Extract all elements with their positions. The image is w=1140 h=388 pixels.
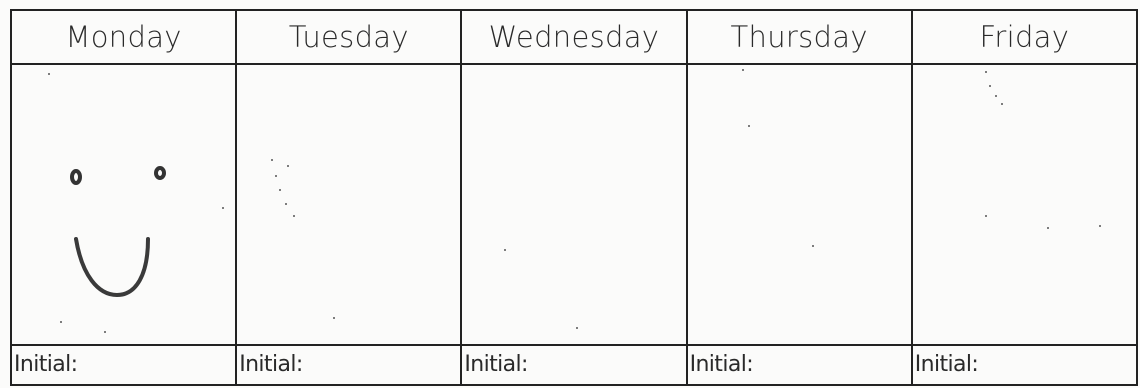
pencil-speck [271, 159, 273, 161]
initial-row [11, 345, 1137, 385]
pencil-speck [985, 71, 987, 73]
pencil-speck [1099, 225, 1101, 227]
pencil-speck [742, 69, 744, 71]
pencil-speck [748, 125, 750, 127]
pencil-speck [275, 175, 277, 177]
pencil-speck [989, 85, 991, 87]
day-header-tuesday: Tuesday [236, 10, 461, 64]
pencil-speck [285, 203, 287, 205]
pencil-speck [287, 165, 289, 167]
pencil-speck [504, 249, 506, 251]
day-header-monday: Monday [11, 10, 236, 64]
pencil-speck [333, 317, 335, 319]
pencil-speck [1047, 227, 1049, 229]
day-header-thursday: Thursday [687, 10, 912, 64]
pencil-speck [812, 245, 814, 247]
smiley-left-eye [72, 171, 80, 183]
header-row [11, 10, 1137, 64]
day-cell-monday[interactable] [11, 64, 236, 344]
day-header-wednesday: Wednesday [461, 10, 686, 64]
pencil-speck [576, 327, 578, 329]
day-cell-friday[interactable] [912, 64, 1137, 344]
pencil-speck [279, 189, 281, 191]
pencil-speck [1001, 103, 1003, 105]
initial-field-thursday[interactable]: Initial: [687, 345, 912, 385]
drawing-row [11, 64, 1137, 344]
initial-field-wednesday[interactable]: Initial: [461, 345, 686, 385]
pencil-speck [293, 215, 295, 217]
day-header-friday: Friday [912, 10, 1137, 64]
initial-field-friday[interactable]: Initial: [912, 345, 1137, 385]
day-cell-thursday[interactable] [687, 64, 912, 344]
smiley-face-drawing [12, 65, 236, 341]
weekly-chart-table [10, 9, 1138, 386]
day-cell-tuesday[interactable] [236, 64, 461, 344]
initial-field-tuesday[interactable]: Initial: [236, 345, 461, 385]
initial-field-monday[interactable]: Initial: [11, 345, 236, 385]
smiley-right-eye [156, 168, 164, 178]
pencil-speck [985, 215, 987, 217]
smiley-mouth [76, 239, 148, 295]
pencil-speck [995, 95, 997, 97]
day-cell-wednesday[interactable] [461, 64, 686, 344]
